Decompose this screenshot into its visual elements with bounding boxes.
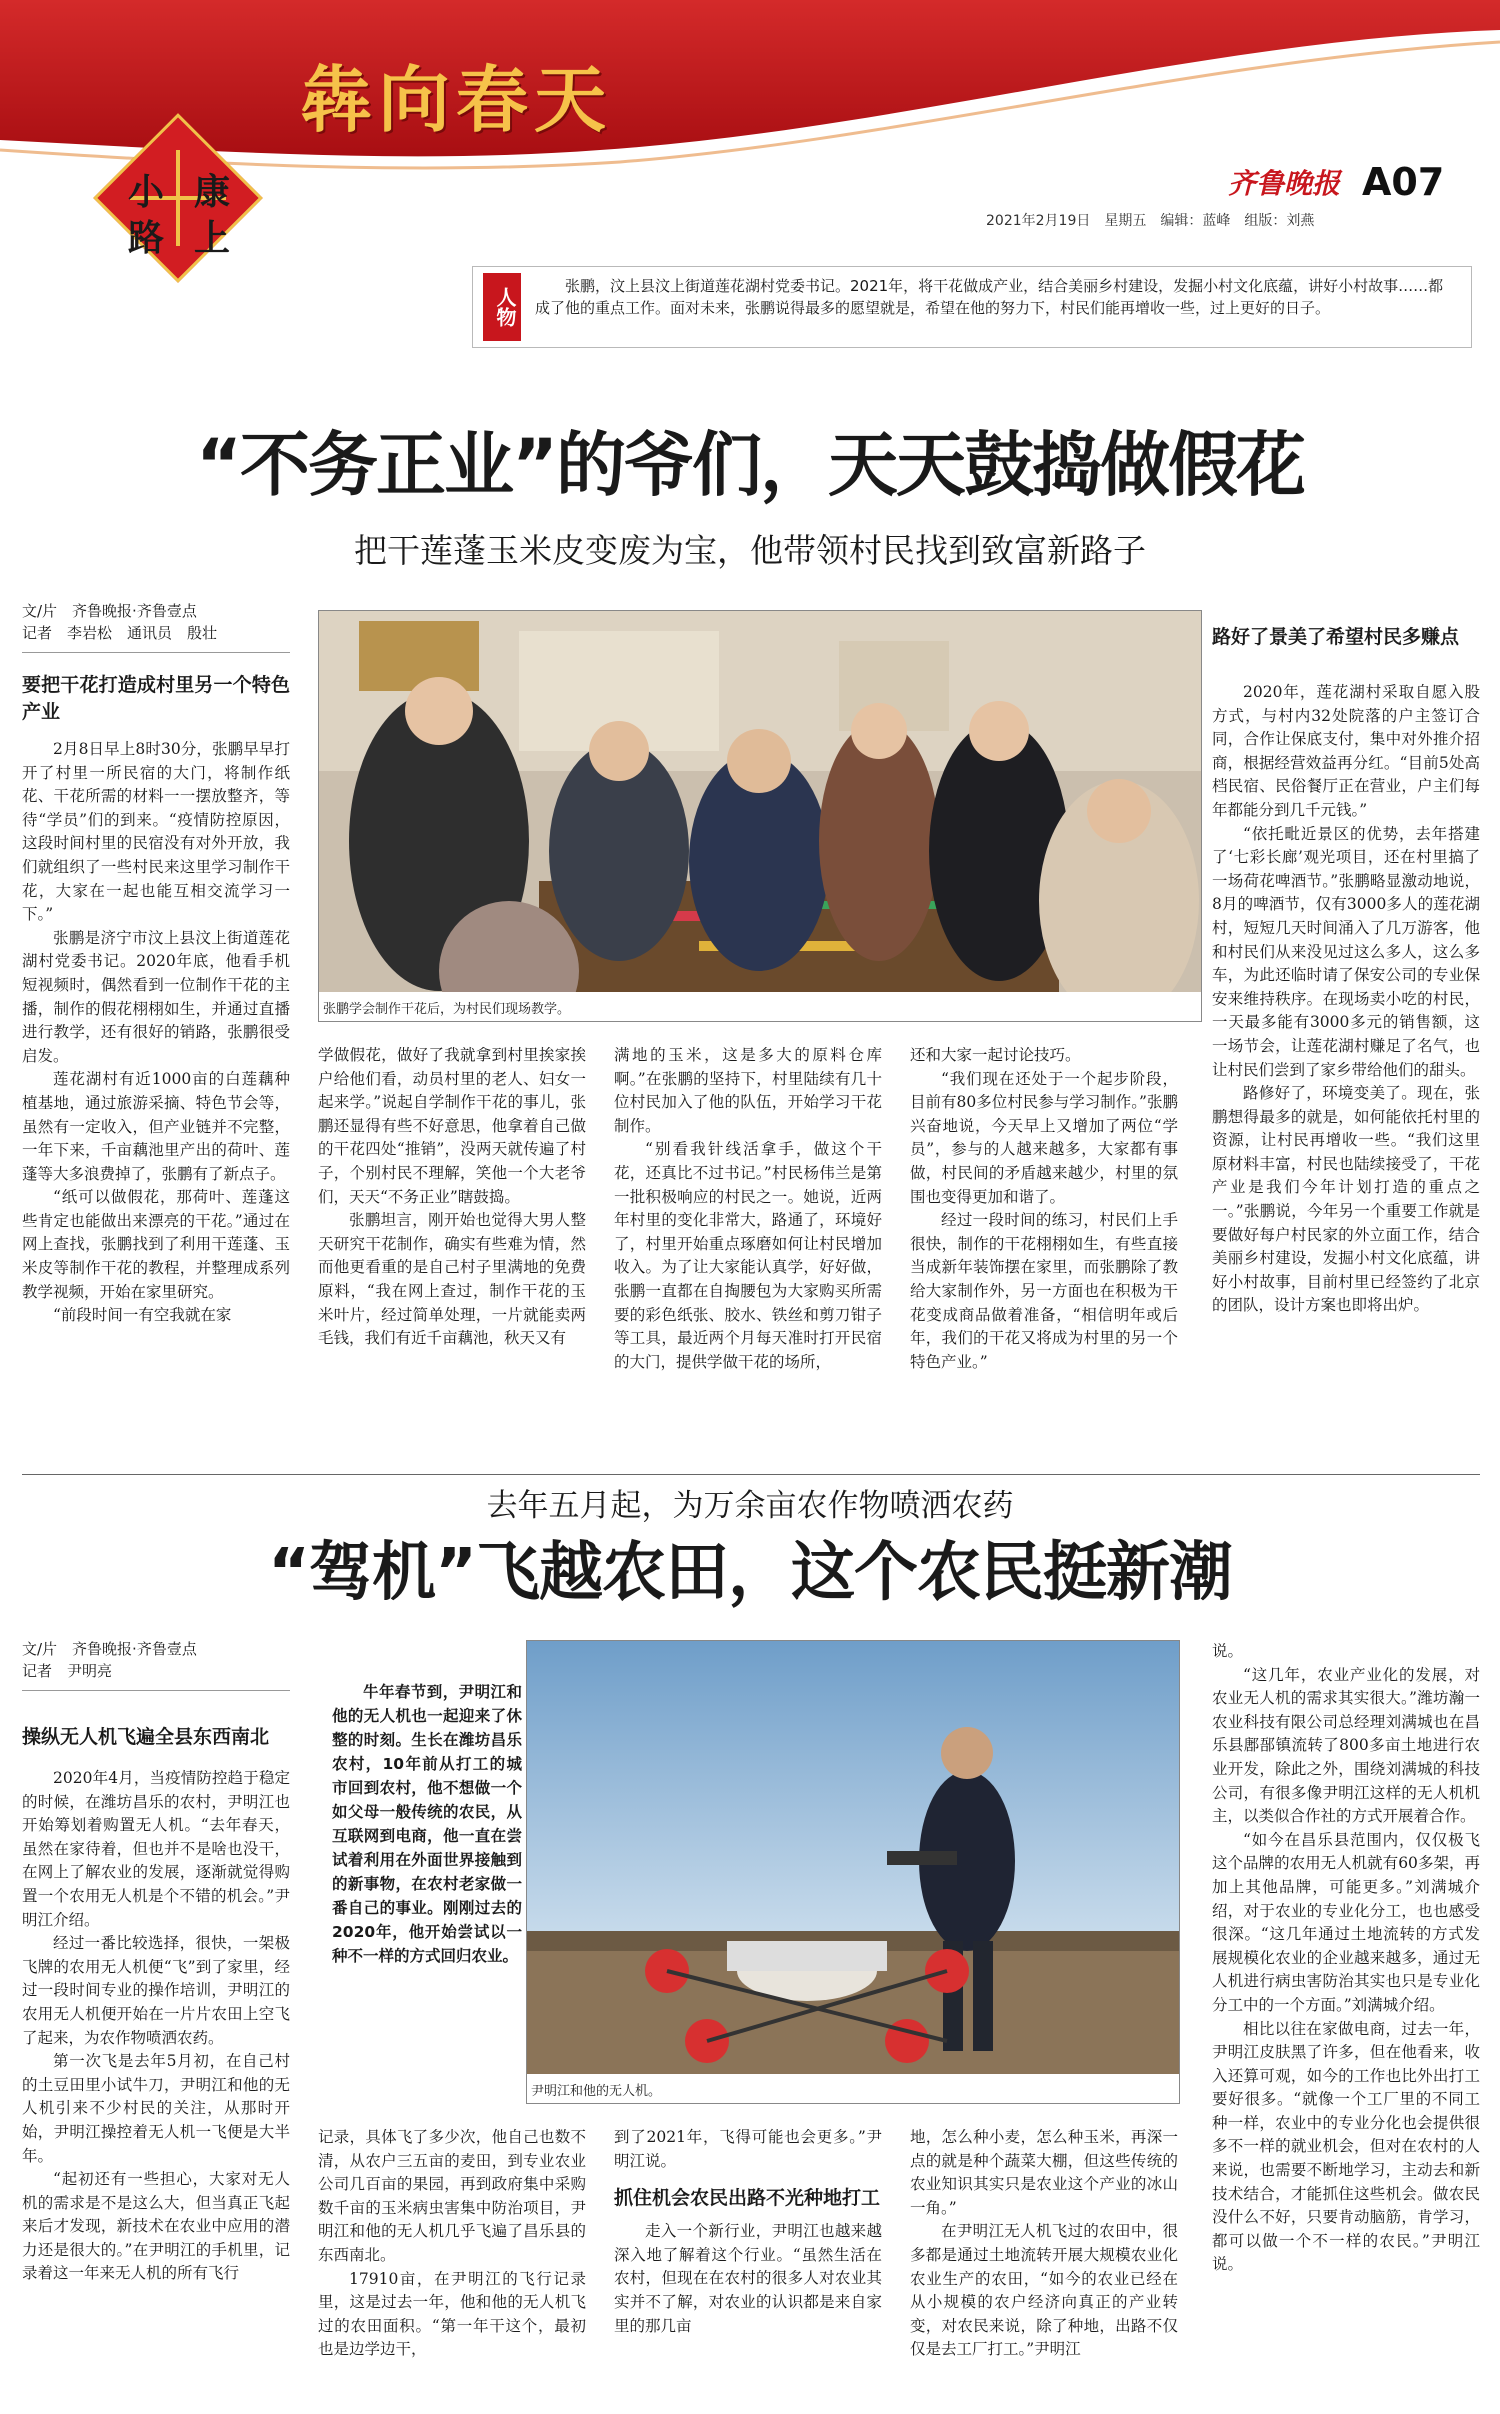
- teaching-scene-image: [319, 611, 1201, 1021]
- story1-col3: [614, 1044, 882, 1464]
- story2-col5: [1212, 1640, 1480, 2406]
- column-char-2: 康: [193, 171, 230, 213]
- paragraph: “我们现在还处于一个起步阶段，目前有80多位村民参与学习制作。”张鹏兴奋地说，今天早上又增加了两位“学员”，参与的人越来越多，大家都有事做，村民间的矛盾越来越少，村里的氛围也变得更加和谐了。: [910, 1069, 1178, 1206]
- paragraph: 路修好了，环境变美了。现在，张鹏想得最多的就是，如何能依托村里的资源，让村民再增收一些。“我们这里原材料丰富，村民也陆续接受了，干花产业是我们今年计划打造的重点之一。”张鹏说，今年另一个重要工作就是要做好每户村民家的外立面工作，结合美丽乡村建设，发掘小村文化底蕴，讲好小村故事，目前村里已经签约了北京的团队，设计方案也即将出炉。: [1212, 1084, 1480, 1315]
- intro-tag: 人物: [483, 273, 521, 341]
- paragraph: 第一次飞是去年5月初，在自己村的土豆田里小试牛刀，尹明江和他的无人机引来不少村民的关注，从那时开始，尹明江操控着无人机一飞便是大半年。: [22, 2052, 290, 2165]
- divider: [22, 1690, 290, 1691]
- story2-kicker: 去年五月起，为万余亩农作物喷洒农药: [486, 1488, 1014, 1524]
- paragraph: 说。: [1212, 1642, 1244, 1660]
- paragraph: “如今在昌乐县范围内，仅仅极飞这个品牌的农用无人机就有60多架，再加上其他品牌，可能更多。”刘满城介绍，对于农业的专业化分工，也也感受很深。“这几年通过土地流转的方式发展规模化农业的企业越来越多，通过无人机进行病虫害防治其实也只是专业化分工中的一个方面。”刘满城介绍。: [1212, 1830, 1480, 2014]
- paragraph: 满地的玉米，这是多大的原料仓库啊。”在张鹏的坚持下，村里陆续有几十位村民加入了他的队伍，开始学习干花制作。: [614, 1046, 882, 1135]
- story2-col4: [910, 2126, 1178, 2406]
- photo-caption: 张鹏学会制作干花后，为村民们现场教学。: [319, 992, 1202, 1021]
- story1-col1: [22, 672, 290, 1472]
- paragraph: 17910亩，在尹明江的飞行记录里，这是过去一年，他和他的无人机飞过的农田面积。“第一年干这个，最初也是边学边干，: [318, 2269, 586, 2359]
- divider: [22, 652, 290, 653]
- byline-line: 记者 尹明亮: [22, 1662, 113, 1680]
- paragraph: “别看我针线活拿手，做这个干花，还真比不过书记。”村民杨伟兰是第一批积极响应的村民之一。她说，近两年村里的变化非常大，路通了，环境好了，村里开始重点琢磨如何让村民增加收入。为了让大家能认真学，好好做，张鹏一直都在自掏腰包为大家购买所需要的彩色纸张、胶水、铁丝和剪刀钳子等工具，最近两个月每天准时打开民宿的大门，提供学做干花的场所，: [614, 1140, 882, 1371]
- series-title: 犇向春天: [300, 57, 613, 142]
- story1-col2: [318, 1044, 586, 1464]
- story2-byline: [22, 1638, 282, 1682]
- byline-line: 文/片 齐鲁晚报·齐鲁壹点: [22, 602, 197, 620]
- section-title: 路好了景美了希望村民多赚点: [1212, 626, 1460, 648]
- lead-paragraph: 牛年春节到，尹明江和他的无人机也一起迎来了休整的时刻。生长在潍坊昌乐农村，10年前从打工的城市回到农村，他不想做一个如父母一般传统的农民，从互联网到电商，他一直在尝试着利用在外面世界接触到的新事物，在农村老家做一番自己的事业。刚刚过去的2020年，他开始尝试以一种不一样的方式回归农业。: [332, 1683, 522, 1965]
- section-title: 操纵无人机飞遍全县东西南北: [22, 1726, 270, 1748]
- story1-col4: [910, 1044, 1178, 1464]
- column-char-4: 上: [193, 217, 230, 259]
- dateline: 2021年2月19日 星期五 编辑：蓝峰 组版：刘燕: [986, 213, 1315, 229]
- column-char-3: 路: [127, 217, 164, 259]
- story1-byline: [22, 600, 282, 644]
- story2-lead: [332, 1680, 522, 2100]
- paragraph: 张鹏是济宁市汶上县汶上街道莲花湖村党委书记。2020年底，他看手机短视频时，偶然看到一位制作干花的主播，制作的假花栩栩如生，并通过直播进行教学，还有很好的销路，张鹏很受启发。: [22, 928, 290, 1065]
- paragraph: 2020年4月，当疫情防控趋于稳定的时候，在潍坊昌乐的农村，尹明江也开始筹划着购置无人机。“去年春天，虽然在家待着，但也并不是啥也没干，在网上了解农业的发展，逐渐就觉得购置一个农用无人机是个不错的机会。”尹明江介绍。: [22, 1769, 290, 1929]
- paragraph: “起初还有一些担心，大家对无人机的需求是不是这么大，但当真正飞起来后才发现，新技术在农业中应用的潜力还是很大的。”在尹明江的手机里，记录着这一年来无人机的所有飞行: [22, 2170, 290, 2283]
- section-title: 抓住机会农民出路不光种地打工: [614, 2187, 881, 2210]
- paragraph: 学做假花，做好了我就拿到村里挨家挨户给他们看，动员村里的老人、妇女一起来学。”说起自学制作干花的事儿，张鹏还显得有些不好意思，他拿着自己做的干花四处“推销”，没两天就传遍了村子，个别村民不理解，笑他一个大老爷们，天天“不务正业”瞎鼓捣。: [318, 1046, 586, 1206]
- paragraph: “这几年，农业产业化的发展，对农业无人机的需求其实很大。”潍坊瀚一农业科技有限公司总经理刘满城也在昌乐县鄌郚镇流转了800多亩土地进行农业开发，除此之外，围绕刘满城的科技公司，有很多像尹明江这样的无人机机主，以类似合作社的方式开展着合作。: [1212, 1665, 1480, 1826]
- paragraph: 经过一段时间的练习，村民们上手很快，制作的干花栩栩如生，有些直接当成新年装饰摆在家里，而张鹏除了教给大家制作外，另一方面也在积极为干花变成商品做着准备，“相信明年或后年，我们的干花又将成为村里的另一个特色产业。”: [910, 1211, 1178, 1371]
- masthead: [0, 0, 1500, 270]
- paragraph: 走入一个新行业，尹明江也越来越深入地了解着这个行业。“虽然生活在农村，但现在在农村的很多人对农业其实并不了解，对农业的认识都是来自家里的那几亩: [614, 2222, 882, 2335]
- paragraph: 莲花湖村有近1000亩的白莲藕种植基地，通过旅游采摘、特色节会等，虽然有一定收入，但产业链并不完整，一年下来，千亩藕池里产出的荷叶、莲蓬等大多浪费掉了，张鹏有了新点子。: [22, 1070, 290, 1183]
- paragraph: “纸可以做假花，那荷叶、莲蓬这些肯定也能做出来漂亮的干花。”通过在网上查找，张鹏找到了利用干莲蓬、玉米皮等制作干花的教程，并整理成系列教学视频，开始在家里研究。: [22, 1188, 290, 1301]
- paragraph: 2月8日早上8时30分，张鹏早早打开了村里一所民宿的大门，将制作纸花、干花所需的材料一一摆放整齐，等待“学员”们的到来。“疫情防控原因，这段时间村里的民宿没有对外开放，我们就组织了一些村民来这里学习制作干花，大家在一起也能互相交流学习一下。”: [22, 740, 290, 924]
- paragraph: 经过一番比较选择，很快，一架极飞牌的农用无人机便“飞”到了家里，经过一段时间专业的操作培训，尹明江的农用无人机便开始在一片片农田上空飞了起来，为农作物喷洒农药。: [22, 1934, 290, 2047]
- paragraph: 张鹏坦言，刚开始也觉得大男人整天研究干花制作，确实有些难为情，然而他更看重的是自己村子里满地的免费原料，“我在网上查过，制作干花的玉米叶片，经过简单处理，一片就能卖两毛钱，我们有近千亩藕池，秋天又有: [318, 1211, 586, 1348]
- paragraph: 到了2021年，飞得可能也会更多。”尹明江说。: [614, 2128, 882, 2170]
- story1-headline: “不务正业”的爷们，天天鼓捣做假花: [195, 424, 1304, 506]
- section-title: 要把干花打造成村里另一个特色产业: [22, 674, 290, 723]
- intro-box: [472, 266, 1472, 348]
- paragraph: 相比以往在家做电商，过去一年，尹明江皮肤黑了许多，但在他看来，收入还算可观，如今的工作也比外出打工要好很多。“就像一个工厂里的不同工种一样，农业中的专业分化也会提供很多不一样的就业机会，但对在农村的人来说，也需要不断地学习，主动去和新技术结合，才能抓住这些机会。做农民没什么不好，只要肯动脑筋，肯学习，都可以做一个不一样的农民。”尹明江说。: [1212, 2019, 1480, 2274]
- story2-headline: “驾机”飞越农田，这个农民挺新潮: [267, 1536, 1233, 1610]
- story2-col2: [318, 2126, 586, 2406]
- newspaper-logo: 齐鲁晚报: [1228, 167, 1341, 200]
- story2-col3: [614, 2126, 882, 2406]
- paragraph: “前段时间一有空我就在家: [53, 1306, 232, 1325]
- story1-subheadline: 把干莲蓬玉米皮变废为宝，他带领村民找到致富新路子: [354, 531, 1146, 570]
- column-char-1: 小: [127, 171, 164, 213]
- story2-col1: [22, 1724, 290, 2404]
- story1-photo: [318, 610, 1202, 1022]
- paragraph: 记录，具体飞了多少次，他自己也数不清，从农户三五亩的麦田，到专业农业公司几百亩的果园，再到政府集中采购数千亩的玉米病虫害集中防治项目，尹明江和他的无人机几乎飞遍了昌乐县的东西南北。: [318, 2128, 586, 2264]
- story1-col5: [1212, 624, 1480, 1464]
- page-number: A07: [1362, 160, 1445, 204]
- paragraph: 2020年，莲花湖村采取自愿入股方式，与村内32处院落的户主签订合同，合作让保底支付，集中对外推介招商，根据经营效益再分红。“目前5处高档民宿、民俗餐厅正在营业，户主们每年都能分到几千元钱。”: [1212, 683, 1480, 819]
- byline-line: 文/片 齐鲁晚报·齐鲁壹点: [22, 1640, 197, 1658]
- story2-photo: [526, 1640, 1180, 2104]
- section-divider: [22, 1474, 1480, 1475]
- intro-text: 张鹏，汶上县汶上街道莲花湖村党委书记。2021年，将干花做成产业，结合美丽乡村建设，发掘小村文化底蕴，讲好小村故事……都成了他的重点工作。面对未来，张鹏说得最多的愿望就是，希望在他的努力下，村民们能再增收一些，过上更好的日子。: [535, 277, 1444, 317]
- paragraph: 还和大家一起讨论技巧。: [910, 1046, 1081, 1064]
- paragraph: 地，怎么种小麦，怎么种玉米，再深一点的就是种个蔬菜大棚，但这些传统的农业知识其实只是农业这个产业的冰山一角。”: [910, 2128, 1178, 2217]
- drone-farmer-image: [527, 1641, 1179, 2103]
- byline-line: 记者 李岩松 通讯员 殷壮: [22, 624, 218, 642]
- paragraph: 在尹明江无人机飞过的农田中，很多都是通过土地流转开展大规模农业化农业生产的农田，“如今的农业已经在从小规模的农户经济向真正的产业转变，对农民来说，除了种地，出路不仅仅是去工厂打工。”尹明江: [910, 2222, 1178, 2359]
- photo-caption: 尹明江和他的无人机。: [527, 2074, 1180, 2103]
- paragraph: “依托毗近景区的优势，去年搭建了‘七彩长廊’观光项目，还在村里搞了一场荷花啤酒节。”张鹏略显激动地说，8月的啤酒节，仅有3000多人的莲花湖村，短短几天时间涌入了几万游客，他和村民们从来没见过这么多人，这么多车，为此还临时请了保安公司的专业保安来维持秩序。在现场卖小吃的村民，一天最多能有3000多元的销售额，这一场节会，让莲花湖村赚足了名气，也让村民们尝到了家乡带给他们的甜头。: [1212, 824, 1480, 1079]
